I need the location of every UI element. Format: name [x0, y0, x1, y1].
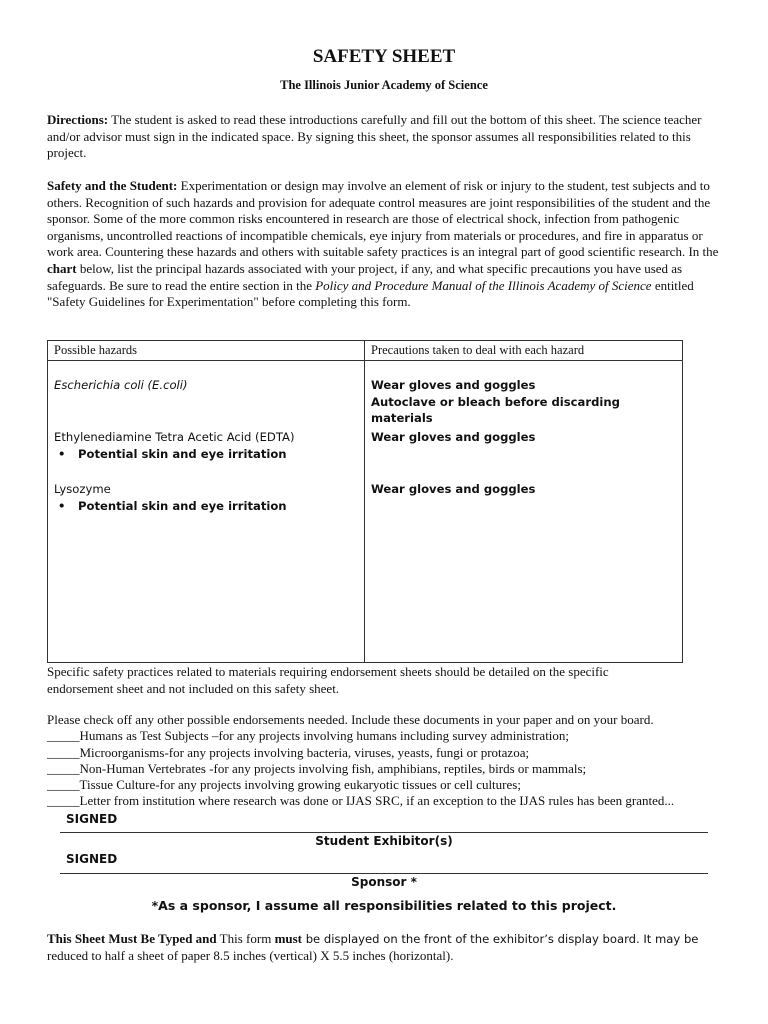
checkoff-item[interactable]: _____Letter from institution where research was done or IJAS SRC, if an exception to the IJAS rules has been granted... — [47, 793, 675, 809]
specific-note: Specific safety practices related to materials requiring endorsement sheets should be detailed on the specific endorsement sheet and not included on this safety sheet. — [47, 664, 609, 696]
safety-label: Safety and the Student: — [47, 178, 178, 193]
safety-paragraph — [47, 178, 727, 311]
hazard-name: Ethylenediamine Tetra Acetic Acid (EDTA) — [54, 430, 295, 444]
precaution-row — [371, 481, 535, 498]
precaution-line: Wear gloves and goggles — [371, 430, 536, 444]
precaution-row — [371, 429, 535, 446]
sponsor-label: Sponsor * — [351, 875, 417, 889]
footer-line-1 — [47, 931, 727, 948]
footer-bold-1: This Sheet Must Be Typed and — [47, 931, 217, 946]
page-subtitle: The Illinois Junior Academy of Science — [280, 78, 488, 92]
hazard-row — [54, 429, 294, 462]
signed-label-student: SIGNED — [66, 812, 118, 826]
directions-label: Directions: — [47, 112, 109, 127]
directions-text: The student is asked to read these introductions carefully and fill out the bottom of this sheet. The science teacher and/or advisor must sign in the indicated space. By signing this sheet, the sponsor assumes all responsibilities related to this project. — [47, 112, 702, 161]
hazard-note: • Potential skin and eye irritation — [54, 498, 287, 515]
col-header-hazards: Possible hazards — [54, 343, 137, 357]
checkoff-item[interactable]: _____Non-Human Vertebrates -for any projects involving fish, amphibians, reptiles, birds or mammals; — [47, 760, 587, 776]
sponsor-note: *As a sponsor, I assume all responsibilities related to this project. — [151, 898, 617, 913]
col-header-precautions: Precautions taken to deal with each hazard — [371, 343, 585, 357]
page-title: SAFETY SHEET — [312, 46, 456, 67]
precaution-line: Autoclave or bleach before discarding materials — [371, 394, 620, 425]
student-exhibitor-label: Student Exhibitor(s) — [315, 834, 453, 848]
safety-text-2: below, list the principal hazards associated with your project, if any, and what specific precautions you have used as safeguards. Be sure to read the entire section in the — [47, 260, 683, 293]
checkoff-item[interactable]: _____Tissue Culture-for any projects involving growing eukaryotic tissues or cell cultures; — [47, 777, 521, 793]
safety-text-3: entitled "Safety Guidelines for Experimentation" before completing this form. — [47, 277, 694, 310]
precaution-row — [371, 377, 682, 427]
precaution-line: Wear gloves and goggles — [371, 378, 536, 392]
sponsor-signature-line[interactable] — [60, 873, 708, 874]
directions-paragraph — [47, 112, 727, 162]
checkoff-section — [47, 712, 747, 810]
footer-paragraph — [47, 931, 727, 964]
chart-word: chart — [47, 260, 77, 276]
hazards-table — [47, 340, 683, 663]
footer-text-2: be displayed on the front of the exhibitor’s display board. It may be — [302, 932, 699, 946]
hazard-row — [54, 377, 188, 394]
checkoff-intro: Please check off any other possible endorsements needed. Include these documents in your paper and on your board. — [47, 712, 654, 727]
precaution-line: Wear gloves and goggles — [371, 482, 536, 496]
student-signature-line[interactable] — [60, 832, 708, 833]
checkoff-item[interactable]: _____Humans as Test Subjects –for any projects involving humans including survey administration; — [47, 728, 570, 744]
table-column-divider — [364, 341, 365, 662]
footer-text-1: This form — [216, 931, 275, 946]
table-header-divider — [48, 360, 682, 361]
footer-line-2: reduced to half a sheet of paper 8.5 inches (vertical) X 5.5 inches (horizontal). — [47, 947, 454, 963]
hazard-name: Escherichia coli (E.coli) — [54, 378, 188, 392]
checkoff-item[interactable]: _____Microorganisms-for any projects involving bacteria, viruses, yeasts, fungi or protazoa; — [47, 744, 530, 760]
manual-title: Policy and Procedure Manual of the Illinois Academy of Science — [315, 277, 652, 293]
footer-bold-2: must — [274, 931, 303, 946]
hazard-note: • Potential skin and eye irritation — [54, 446, 294, 463]
signed-label-sponsor: SIGNED — [66, 852, 118, 866]
hazard-row — [54, 481, 287, 514]
safety-text-1: Experimentation or design may involve an element of risk or injury to the student, test subjects and to others. Recognition of such hazards and provision for adequate control measures are joint responsibilities of the student and the sponsor. Some of the more common risks encountered in research are those of electrical shock, infection from pathogenic organisms, uncontrolled reactions of incompatible chemicals, eye injury from materials or procedures, and fire in apparatus or work area. Countering these hazards and others with suitable safety practices is an integral part of good scientific research. In the — [47, 178, 719, 260]
hazard-name: Lysozyme — [54, 482, 111, 496]
